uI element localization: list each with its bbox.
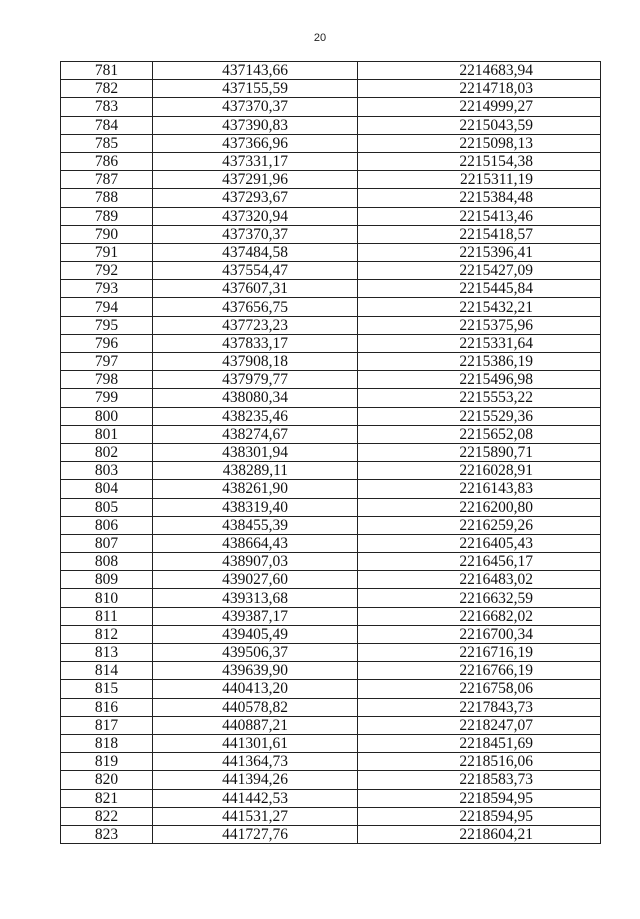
table-row xyxy=(61,389,601,407)
x-coordinate-cell: 438235,46 xyxy=(153,407,358,425)
x-coordinate-cell: 437979,77 xyxy=(153,371,358,389)
point-number-cell: 801 xyxy=(61,425,153,443)
table-row xyxy=(61,571,601,589)
x-coordinate-cell: 441301,61 xyxy=(153,734,358,752)
table-row xyxy=(61,480,601,498)
table-row xyxy=(61,425,601,443)
y-coordinate-cell: 2218451,69 xyxy=(358,734,601,752)
y-coordinate-cell: 2214718,03 xyxy=(358,80,601,98)
x-coordinate-cell: 439506,37 xyxy=(153,644,358,662)
point-number-cell: 791 xyxy=(61,243,153,261)
y-coordinate-cell: 2215890,71 xyxy=(358,443,601,461)
y-coordinate-cell: 2215098,13 xyxy=(358,134,601,152)
table-row xyxy=(61,807,601,825)
table-row xyxy=(61,789,601,807)
table-row xyxy=(61,462,601,480)
page-number: 20 xyxy=(313,32,327,44)
point-number-cell: 813 xyxy=(61,644,153,662)
x-coordinate-cell: 438261,90 xyxy=(153,480,358,498)
table-row xyxy=(61,589,601,607)
coordinates-table-body xyxy=(61,62,601,844)
point-number-cell: 815 xyxy=(61,680,153,698)
x-coordinate-cell: 439405,49 xyxy=(153,625,358,643)
x-coordinate-cell: 441394,26 xyxy=(153,771,358,789)
y-coordinate-cell: 2215043,59 xyxy=(358,116,601,134)
table-row xyxy=(61,353,601,371)
table-row xyxy=(61,298,601,316)
table-row xyxy=(61,644,601,662)
y-coordinate-cell: 2217843,73 xyxy=(358,698,601,716)
point-number-cell: 795 xyxy=(61,316,153,334)
point-number-cell: 817 xyxy=(61,716,153,734)
point-number-cell: 803 xyxy=(61,462,153,480)
table-row xyxy=(61,734,601,752)
x-coordinate-cell: 439639,90 xyxy=(153,662,358,680)
x-coordinate-cell: 438319,40 xyxy=(153,498,358,516)
point-number-cell: 823 xyxy=(61,825,153,843)
table-row xyxy=(61,171,601,189)
y-coordinate-cell: 2218516,06 xyxy=(358,753,601,771)
point-number-cell: 818 xyxy=(61,734,153,752)
point-number-cell: 806 xyxy=(61,516,153,534)
x-coordinate-cell: 437908,18 xyxy=(153,353,358,371)
table-row xyxy=(61,262,601,280)
table-row xyxy=(61,280,601,298)
x-coordinate-cell: 437390,83 xyxy=(153,116,358,134)
x-coordinate-cell: 437155,59 xyxy=(153,80,358,98)
table-row xyxy=(61,443,601,461)
point-number-cell: 789 xyxy=(61,207,153,225)
y-coordinate-cell: 2215331,64 xyxy=(358,334,601,352)
table-row xyxy=(61,680,601,698)
y-coordinate-cell: 2215496,98 xyxy=(358,371,601,389)
point-number-cell: 808 xyxy=(61,553,153,571)
point-number-cell: 810 xyxy=(61,589,153,607)
table-row xyxy=(61,771,601,789)
y-coordinate-cell: 2216200,80 xyxy=(358,498,601,516)
point-number-cell: 820 xyxy=(61,771,153,789)
x-coordinate-cell: 437320,94 xyxy=(153,207,358,225)
table-row xyxy=(61,225,601,243)
table-row xyxy=(61,716,601,734)
table-row xyxy=(61,516,601,534)
point-number-cell: 785 xyxy=(61,134,153,152)
y-coordinate-cell: 2216028,91 xyxy=(358,462,601,480)
x-coordinate-cell: 438274,67 xyxy=(153,425,358,443)
y-coordinate-cell: 2216766,19 xyxy=(358,662,601,680)
x-coordinate-cell: 439313,68 xyxy=(153,589,358,607)
table-row xyxy=(61,134,601,152)
y-coordinate-cell: 2215418,57 xyxy=(358,225,601,243)
x-coordinate-cell: 437366,96 xyxy=(153,134,358,152)
point-number-cell: 794 xyxy=(61,298,153,316)
x-coordinate-cell: 439387,17 xyxy=(153,607,358,625)
point-number-cell: 809 xyxy=(61,571,153,589)
x-coordinate-cell: 441727,76 xyxy=(153,825,358,843)
y-coordinate-cell: 2215384,48 xyxy=(358,189,601,207)
point-number-cell: 793 xyxy=(61,280,153,298)
x-coordinate-cell: 438907,03 xyxy=(153,553,358,571)
y-coordinate-cell: 2216632,59 xyxy=(358,589,601,607)
y-coordinate-cell: 2215445,84 xyxy=(358,280,601,298)
table-row xyxy=(61,207,601,225)
x-coordinate-cell: 437833,17 xyxy=(153,334,358,352)
x-coordinate-cell: 437370,37 xyxy=(153,98,358,116)
table-row xyxy=(61,98,601,116)
y-coordinate-cell: 2216700,34 xyxy=(358,625,601,643)
point-number-cell: 802 xyxy=(61,443,153,461)
y-coordinate-cell: 2215375,96 xyxy=(358,316,601,334)
point-number-cell: 796 xyxy=(61,334,153,352)
table-row xyxy=(61,116,601,134)
y-coordinate-cell: 2216758,06 xyxy=(358,680,601,698)
point-number-cell: 797 xyxy=(61,353,153,371)
point-number-cell: 784 xyxy=(61,116,153,134)
y-coordinate-cell: 2214683,94 xyxy=(358,62,601,80)
y-coordinate-cell: 2214999,27 xyxy=(358,98,601,116)
x-coordinate-cell: 439027,60 xyxy=(153,571,358,589)
point-number-cell: 805 xyxy=(61,498,153,516)
table-row xyxy=(61,553,601,571)
y-coordinate-cell: 2216716,19 xyxy=(358,644,601,662)
x-coordinate-cell: 440578,82 xyxy=(153,698,358,716)
y-coordinate-cell: 2218247,07 xyxy=(358,716,601,734)
table-row xyxy=(61,498,601,516)
table-row xyxy=(61,607,601,625)
x-coordinate-cell: 438080,34 xyxy=(153,389,358,407)
point-number-cell: 798 xyxy=(61,371,153,389)
x-coordinate-cell: 438455,39 xyxy=(153,516,358,534)
point-number-cell: 783 xyxy=(61,98,153,116)
x-coordinate-cell: 440887,21 xyxy=(153,716,358,734)
table-row xyxy=(61,316,601,334)
point-number-cell: 787 xyxy=(61,171,153,189)
point-number-cell: 819 xyxy=(61,753,153,771)
table-row xyxy=(61,534,601,552)
y-coordinate-cell: 2218594,95 xyxy=(358,807,601,825)
coordinates-table-container xyxy=(60,61,600,844)
y-coordinate-cell: 2216483,02 xyxy=(358,571,601,589)
x-coordinate-cell: 441364,73 xyxy=(153,753,358,771)
point-number-cell: 792 xyxy=(61,262,153,280)
x-coordinate-cell: 438289,11 xyxy=(153,462,358,480)
point-number-cell: 811 xyxy=(61,607,153,625)
table-row xyxy=(61,152,601,170)
y-coordinate-cell: 2216456,17 xyxy=(358,553,601,571)
point-number-cell: 804 xyxy=(61,480,153,498)
y-coordinate-cell: 2215652,08 xyxy=(358,425,601,443)
y-coordinate-cell: 2215553,22 xyxy=(358,389,601,407)
point-number-cell: 822 xyxy=(61,807,153,825)
x-coordinate-cell: 437293,67 xyxy=(153,189,358,207)
table-row xyxy=(61,825,601,843)
x-coordinate-cell: 438664,43 xyxy=(153,534,358,552)
point-number-cell: 814 xyxy=(61,662,153,680)
x-coordinate-cell: 437484,58 xyxy=(153,243,358,261)
table-row xyxy=(61,753,601,771)
x-coordinate-cell: 440413,20 xyxy=(153,680,358,698)
y-coordinate-cell: 2216259,26 xyxy=(358,516,601,534)
x-coordinate-cell: 437291,96 xyxy=(153,171,358,189)
point-number-cell: 812 xyxy=(61,625,153,643)
point-number-cell: 816 xyxy=(61,698,153,716)
table-row xyxy=(61,243,601,261)
y-coordinate-cell: 2218594,95 xyxy=(358,789,601,807)
y-coordinate-cell: 2215386,19 xyxy=(358,353,601,371)
x-coordinate-cell: 437723,23 xyxy=(153,316,358,334)
y-coordinate-cell: 2216682,02 xyxy=(358,607,601,625)
x-coordinate-cell: 441442,53 xyxy=(153,789,358,807)
table-row xyxy=(61,625,601,643)
y-coordinate-cell: 2218604,21 xyxy=(358,825,601,843)
y-coordinate-cell: 2215529,36 xyxy=(358,407,601,425)
y-coordinate-cell: 2216143,83 xyxy=(358,480,601,498)
y-coordinate-cell: 2215154,38 xyxy=(358,152,601,170)
x-coordinate-cell: 437607,31 xyxy=(153,280,358,298)
x-coordinate-cell: 437656,75 xyxy=(153,298,358,316)
table-row xyxy=(61,698,601,716)
y-coordinate-cell: 2215413,46 xyxy=(358,207,601,225)
point-number-cell: 788 xyxy=(61,189,153,207)
point-number-cell: 786 xyxy=(61,152,153,170)
point-number-cell: 799 xyxy=(61,389,153,407)
table-row xyxy=(61,662,601,680)
y-coordinate-cell: 2218583,73 xyxy=(358,771,601,789)
y-coordinate-cell: 2216405,43 xyxy=(358,534,601,552)
x-coordinate-cell: 437370,37 xyxy=(153,225,358,243)
y-coordinate-cell: 2215432,21 xyxy=(358,298,601,316)
point-number-cell: 800 xyxy=(61,407,153,425)
point-number-cell: 807 xyxy=(61,534,153,552)
x-coordinate-cell: 438301,94 xyxy=(153,443,358,461)
point-number-cell: 821 xyxy=(61,789,153,807)
y-coordinate-cell: 2215396,41 xyxy=(358,243,601,261)
y-coordinate-cell: 2215311,19 xyxy=(358,171,601,189)
table-row xyxy=(61,407,601,425)
table-row xyxy=(61,189,601,207)
point-number-cell: 782 xyxy=(61,80,153,98)
table-row xyxy=(61,62,601,80)
x-coordinate-cell: 441531,27 xyxy=(153,807,358,825)
x-coordinate-cell: 437143,66 xyxy=(153,62,358,80)
table-row xyxy=(61,334,601,352)
table-row xyxy=(61,371,601,389)
y-coordinate-cell: 2215427,09 xyxy=(358,262,601,280)
x-coordinate-cell: 437554,47 xyxy=(153,262,358,280)
point-number-cell: 781 xyxy=(61,62,153,80)
point-number-cell: 790 xyxy=(61,225,153,243)
x-coordinate-cell: 437331,17 xyxy=(153,152,358,170)
table-row xyxy=(61,80,601,98)
coordinates-table xyxy=(60,61,601,844)
